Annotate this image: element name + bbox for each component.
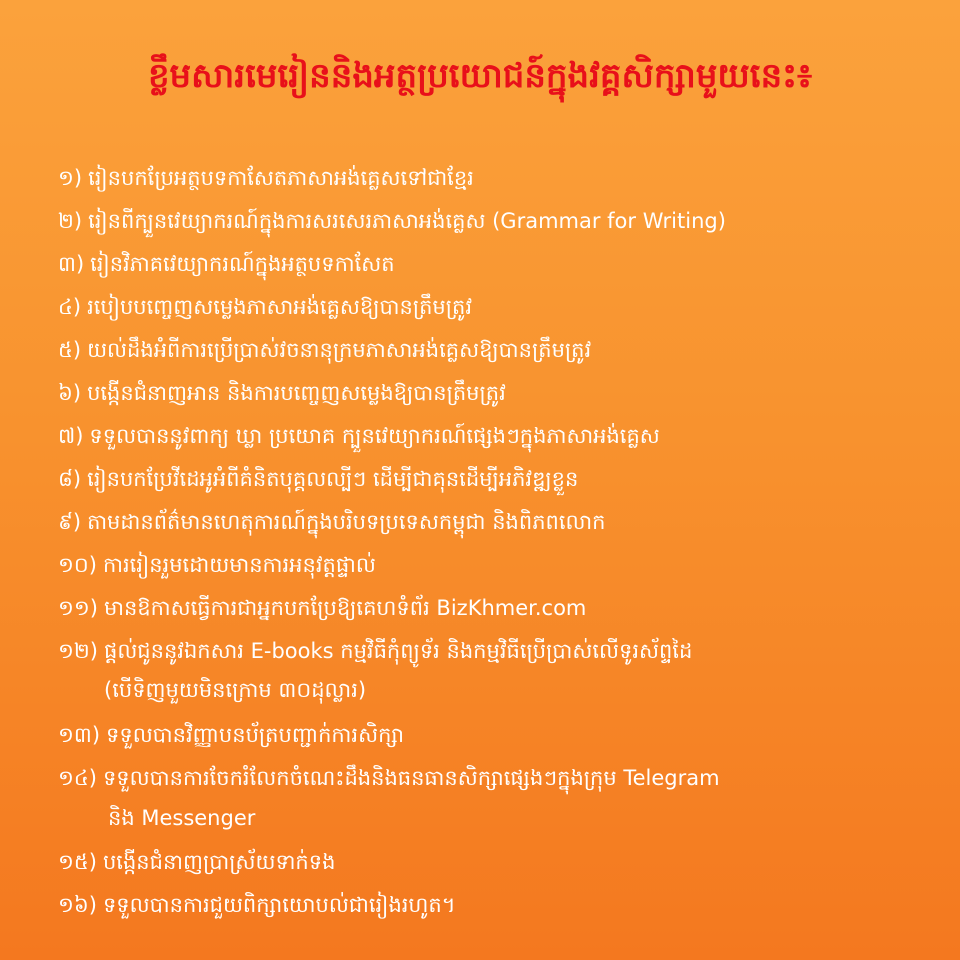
item-text: ផ្ដល់ជូននូវឯកសារ E-books កម្មវិធីកុំព្យូទ័រ និងកម្មវិធីប្រើប្រាស់លើទូរស័ព្ទដៃ [103,639,693,663]
item-text: មានឱកាសធ្វើការជាអ្នកបកប្រែឱ្យគេហទំព័រ BizKhmer.com [103,596,587,620]
list-item [58,715,908,755]
item-number: ៤) [58,295,82,319]
item-text: រៀនបកប្រែអត្ថបទកាសែតភាសាអង់គ្លេសទៅជាខ្មែរ [88,166,474,190]
item-number: ១០) [58,553,97,577]
list-item-continuation: និង Messenger [108,806,256,830]
list-item [58,201,908,241]
item-number: ១៣) [58,723,101,747]
item-number: ១) [58,166,83,190]
list-item [58,416,908,456]
list-item [58,158,908,198]
item-text: ទទួលបានការជួយពិក្សាយោបល់ជារៀងរហូត។ [102,893,456,917]
item-number: ៣) [58,252,85,276]
item-text: ការរៀនរួមដោយមានការអនុវត្តផ្ទាល់ [102,553,376,577]
item-text: រៀនពីក្បួនវេយ្យាករណ៍ក្នុងការសរសេរភាសាអង់គ្លេស (Grammar for Writing) [88,209,726,233]
item-text: បង្កើនជំនាញប្រាស្រ័យទាក់ទង [102,850,336,874]
item-number: ១៦) [58,893,97,917]
item-number: ១២) [58,639,98,663]
item-text: រៀនវិភាគវេយ្យាករណ៍ក្នុងអត្ថបទកាសែត [90,252,395,276]
item-number: ១៤) [58,766,97,790]
list-item [58,244,908,284]
list-item [58,885,908,925]
list-item-continuation: (បើទិញមួយមិនក្រោម ៣០ដុល្លារ) [104,678,367,702]
item-number: ៥) [58,338,82,362]
item-text: ទទួលបានវិញ្ញាបនប័ត្របញ្ជាក់ការសិក្សា [106,723,405,747]
list-item [58,631,908,671]
item-text: ទទួលបាននូវពាក្យ ឃ្លា ប្រយោគ ក្បួនវេយ្យាករណ៍ផ្សេងៗក្នុងភាសាអង់គ្លេស [89,424,660,448]
list-item [58,842,908,882]
item-text: បង្កើនជំនាញអាន និងការបញ្ចេញសម្លេងឱ្យបានត្រឹមត្រូវ [87,381,506,405]
item-number: ១១) [58,596,98,620]
item-text: រៀនបកប្រែវីដេអូអំពីគំនិតបុគ្គលល្បីៗ ដើម្បីជាគុនដើម្បីអភិវឌ្ឍខ្លួន [87,467,579,491]
list-item [58,758,908,798]
item-text: តាមដានព័ត៌មានហេតុការណ៍ក្នុងបរិបទប្រទេសកម្ពុជា និងពិភពលោក [87,510,606,534]
list-item [58,588,908,628]
list-item [58,502,908,542]
item-number: ២) [58,209,83,233]
item-text: របៀបបញ្ចេញសម្លេងភាសាអង់គ្លេសឱ្យបានត្រឹមត្រូវ [87,295,472,319]
item-number: ៩) [58,510,82,534]
item-number: ៧) [58,424,84,448]
item-number: ៦) [58,381,82,405]
list-item [58,287,908,327]
item-text: ទទួលបានការចែករំលែកចំណេះដឹងនិងធនធានសិក្សាផ្សេងៗក្នុងក្រុម Telegram [102,766,720,790]
list-item [58,373,908,413]
list-item [58,545,908,585]
page-title: ខ្លឹមសារមេរៀននិងអត្ថប្រយោជន៍ក្នុងវគ្គសិក្សាមួយនេះ៖ [147,56,813,96]
item-text: យល់ដឹងអំពីការប្រើប្រាស់វចនានុក្រមភាសាអង់គ្លេសឱ្យបានត្រឹមត្រូវ [87,338,592,362]
item-number: ១៥) [58,850,97,874]
list-item [58,330,908,370]
item-number: ៨) [58,467,82,491]
list-item [58,459,908,499]
